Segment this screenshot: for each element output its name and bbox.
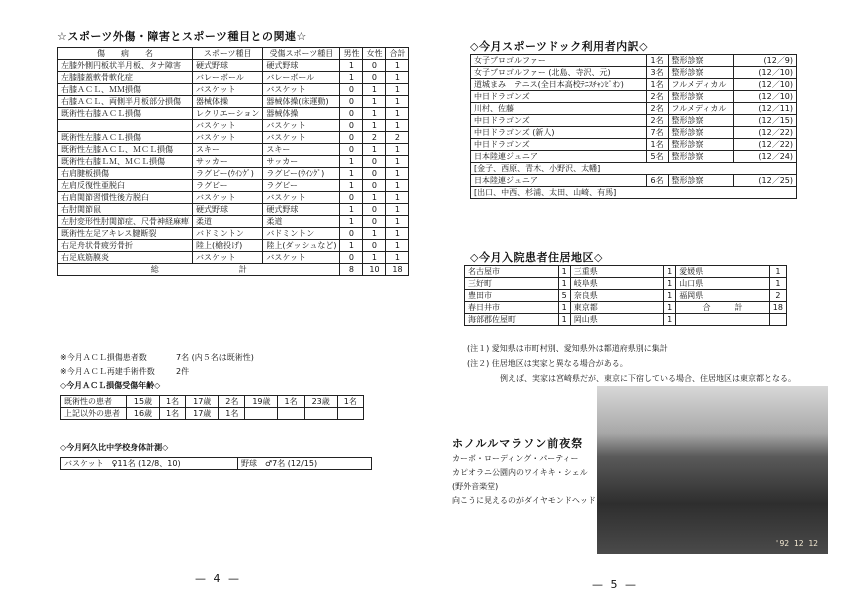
injury-cell: 柔道	[263, 216, 340, 228]
injury-cell: 0	[340, 192, 363, 204]
injury-cell: バレーボール	[193, 72, 263, 84]
injury-cell: ラグビー(ｳｲﾝｸﾞ)	[263, 168, 340, 180]
dock-cell: 川村、佐藤	[471, 103, 647, 115]
dock-row	[471, 151, 797, 163]
injury-cell: 0	[363, 156, 386, 168]
injury-cell: スキー	[193, 144, 263, 156]
injury-cell: 1	[386, 84, 409, 96]
acl-age-cell	[245, 408, 278, 420]
injury-row	[58, 228, 409, 240]
injury-cell: 硬式野球	[263, 60, 340, 72]
injury-table	[57, 47, 409, 276]
acl-age-cell: 1名	[278, 396, 304, 408]
dock-row	[471, 91, 797, 103]
injury-cell: 既術性右膝ＬＭ、ＭＣＬ損傷	[58, 156, 193, 168]
injury-cell: レクリエーション	[193, 108, 263, 120]
injury-cell: 0	[340, 120, 363, 132]
acl-age-cell: 17歳	[186, 408, 219, 420]
injury-cell: 1	[386, 144, 409, 156]
injury-cell: 1	[386, 168, 409, 180]
injury-row	[58, 144, 409, 156]
dock-cell: 整形診察	[668, 67, 734, 79]
dock-cell: 7名	[646, 127, 668, 139]
dock-cell: 中日ドラゴンズ	[471, 115, 647, 127]
injury-cell: 0	[340, 96, 363, 108]
injury-cell: ラグビー	[193, 180, 263, 192]
dock-cell: 2名	[646, 115, 668, 127]
residence-cell: 1	[558, 266, 570, 278]
acl-age-cell	[337, 408, 363, 420]
acl-surgery-label: ※今月ＡＣＬ再建手術件数	[60, 367, 155, 376]
injury-cell: 既術性左膝ＡＣＬ、ＭＣＬ損傷	[58, 144, 193, 156]
injury-cell: 1	[386, 60, 409, 72]
acl-age-table	[60, 395, 364, 420]
note-2: (注２) 住居地区は実家と異なる場合がある。	[467, 359, 628, 368]
residence-row	[465, 290, 787, 302]
dock-cell: 1名	[646, 79, 668, 91]
acl-count-value: 7名 (内５名は既術性)	[176, 353, 254, 362]
injury-header-cell: スポーツ種目	[193, 48, 263, 60]
injury-cell: 0	[340, 108, 363, 120]
injury-cell: 1	[340, 180, 363, 192]
injury-cell: 1	[386, 96, 409, 108]
injury-cell: 1	[363, 228, 386, 240]
injury-cell: バスケット	[263, 84, 340, 96]
acl-count-label: ※今月ＡＣＬ損傷患者数	[60, 353, 147, 362]
injury-cell: 1	[386, 204, 409, 216]
injury-header-cell: 男性	[340, 48, 363, 60]
injury-table-body	[58, 48, 409, 276]
injury-cell: 0	[340, 252, 363, 264]
residence-cell: 岐阜県	[570, 278, 663, 290]
injury-row	[58, 216, 409, 228]
page-number-left: — 4 —	[195, 572, 241, 585]
dock-cell: 中日ドラゴンズ	[471, 139, 647, 151]
residence-row	[465, 302, 787, 314]
dock-row	[471, 187, 797, 199]
injury-header-cell: 傷 病 名	[58, 48, 193, 60]
residence-cell: 1	[664, 290, 676, 302]
residence-table	[464, 265, 787, 326]
injury-cell: 1	[386, 108, 409, 120]
dock-cell: 日本陸連ジュニア	[471, 175, 647, 187]
dock-cell: (12／9)	[734, 55, 797, 67]
injury-cell: 1	[340, 72, 363, 84]
injury-row	[58, 108, 409, 120]
residence-cell: 愛媛県	[676, 266, 770, 278]
injury-cell: ラグビー(ｳｲﾝｸﾞ)	[193, 168, 263, 180]
residence-cell: 1	[558, 278, 570, 290]
acl-age-title: ◇今月ＡＣＬ損傷受傷年齢◇	[60, 381, 161, 390]
injury-cell: バドミントン	[193, 228, 263, 240]
injury-cell: 左膝膝蓋軟骨軟化症	[58, 72, 193, 84]
residence-cell: 山口県	[676, 278, 770, 290]
injury-cell: 1	[386, 252, 409, 264]
injury-total-label: 総 計	[58, 264, 340, 276]
injury-cell: 1	[386, 192, 409, 204]
injury-cell: 柔道	[193, 216, 263, 228]
injury-cell: バスケット	[263, 192, 340, 204]
dock-cell: 整形診察	[668, 115, 734, 127]
injury-cell: 0	[363, 180, 386, 192]
residence-cell: 福岡県	[676, 290, 770, 302]
injury-cell: 0	[363, 168, 386, 180]
injury-cell: 1	[386, 180, 409, 192]
injury-cell: 器械体操	[263, 108, 340, 120]
dock-member-names: [出口、中西、杉浦、太田、山崎、有馬]	[471, 187, 797, 199]
residence-row	[465, 278, 787, 290]
residence-row	[465, 266, 787, 278]
injury-cell: 1	[363, 96, 386, 108]
residence-cell: 1	[664, 314, 676, 326]
residence-table-body	[465, 266, 787, 326]
dock-row	[471, 79, 797, 91]
injury-cell: 1	[386, 156, 409, 168]
injury-cell: 既術性左膝ＡＣＬ損傷	[58, 132, 193, 144]
residence-cell: 海部郡佐屋町	[465, 314, 559, 326]
residence-cell: 1	[558, 314, 570, 326]
note-1: (注１) 愛知県は市町村別、愛知県外は都道府県別に集計	[467, 344, 668, 353]
residence-row	[465, 314, 787, 326]
school-table	[60, 457, 372, 470]
residence-cell: 豊田市	[465, 290, 559, 302]
dock-table	[470, 54, 797, 199]
injury-cell: 1	[363, 192, 386, 204]
school-title: ◇今月阿久比中学校身体計測◇	[60, 443, 169, 452]
injury-total-row	[58, 264, 409, 276]
photo-caption-3: (野外音楽堂)	[452, 482, 499, 491]
dock-cell: 道城まみ テニス(全日本高校ﾃﾆｽﾁｬﾝﾋﾟｵﾝ)	[471, 79, 647, 91]
photo-date-stamp: '92 12 12	[774, 539, 818, 548]
injury-total-sum: 18	[386, 264, 409, 276]
injury-row	[58, 168, 409, 180]
injury-cell: 器械体操	[193, 96, 263, 108]
injury-cell: 右足舟状骨疲労骨折	[58, 240, 193, 252]
injury-row	[58, 72, 409, 84]
injury-cell: バスケット	[193, 84, 263, 96]
acl-age-cell: 1名	[159, 396, 185, 408]
injury-cell: 右肩関節習慣性後方脱臼	[58, 192, 193, 204]
acl-age-cell: 1名	[219, 408, 245, 420]
injury-cell: 1	[363, 252, 386, 264]
acl-age-cell: 23歳	[304, 396, 337, 408]
dock-row	[471, 127, 797, 139]
photo-caption-1: カーボ・ローディング・パーティー	[452, 454, 579, 463]
acl-age-cell: 15歳	[127, 396, 160, 408]
residence-cell: 岡山県	[570, 314, 663, 326]
dock-cell: フルメディカル	[668, 103, 734, 115]
injury-cell: バスケット	[193, 120, 263, 132]
residence-cell: 東京都	[570, 302, 663, 314]
residence-cell: 18	[769, 302, 786, 314]
injury-header-cell: 女性	[363, 48, 386, 60]
residence-cell: 1	[664, 266, 676, 278]
dock-row	[471, 175, 797, 187]
injury-cell: 2	[363, 132, 386, 144]
injury-cell: 0	[340, 144, 363, 156]
dock-cell: 整形診察	[668, 139, 734, 151]
injury-cell: 1	[363, 144, 386, 156]
injury-cell: バスケット	[263, 252, 340, 264]
acl-age-label: 上記以外の患者	[61, 408, 127, 420]
residence-cell: 名古屋市	[465, 266, 559, 278]
injury-header-row	[58, 48, 409, 60]
injury-total-female: 10	[363, 264, 386, 276]
injury-cell	[58, 120, 193, 132]
injury-cell: 0	[363, 60, 386, 72]
residence-cell: 1	[558, 302, 570, 314]
injury-cell: 1	[340, 156, 363, 168]
dock-cell: 整形診察	[668, 127, 734, 139]
residence-cell: 5	[558, 290, 570, 302]
injury-cell: 1	[386, 240, 409, 252]
injury-cell: 1	[363, 108, 386, 120]
injury-total-male: 8	[340, 264, 363, 276]
dock-cell: 1名	[646, 139, 668, 151]
injury-row	[58, 180, 409, 192]
dock-row	[471, 163, 797, 175]
dock-cell: (12／10)	[734, 79, 797, 91]
injury-cell: バレーボール	[263, 72, 340, 84]
acl-age-table-body	[61, 396, 364, 420]
dock-cell: (12／10)	[734, 67, 797, 79]
injury-row	[58, 192, 409, 204]
injury-cell: 1	[340, 60, 363, 72]
injury-cell: 右肩腱板損傷	[58, 168, 193, 180]
injury-cell: 0	[363, 240, 386, 252]
dock-row	[471, 139, 797, 151]
marathon-photo	[597, 386, 828, 554]
injury-cell: 硬式野球	[263, 204, 340, 216]
injury-cell: 1	[386, 216, 409, 228]
acl-age-cell: 19歳	[245, 396, 278, 408]
residence-cell: 春日井市	[465, 302, 559, 314]
injury-cell: 0	[363, 204, 386, 216]
injury-cell: 1	[386, 228, 409, 240]
injury-cell: 陸上(槍投げ)	[193, 240, 263, 252]
injury-cell: 硬式野球	[193, 60, 263, 72]
injury-cell: 1	[386, 120, 409, 132]
dock-cell: (12／22)	[734, 127, 797, 139]
dock-cell: (12／22)	[734, 139, 797, 151]
residence-cell: 奈良県	[570, 290, 663, 302]
dock-cell: (12／11)	[734, 103, 797, 115]
injury-cell: 0	[363, 216, 386, 228]
injury-cell: 右肘関節鼠	[58, 204, 193, 216]
dock-row	[471, 103, 797, 115]
dock-row	[471, 67, 797, 79]
injury-cell: 0	[340, 84, 363, 96]
acl-age-row	[61, 408, 364, 420]
acl-age-cell: 16歳	[127, 408, 160, 420]
dock-cell: 女子プロゴルファー (北島、寺沢、元)	[471, 67, 647, 79]
injury-cell: 0	[363, 72, 386, 84]
injury-cell: 1	[340, 216, 363, 228]
injury-row	[58, 96, 409, 108]
dock-row	[471, 115, 797, 127]
dock-cell: 女子プロゴルファー	[471, 55, 647, 67]
photo-caption-4: 向こうに見えるのがダイヤモンドヘッド	[452, 496, 596, 505]
dock-cell: 整形診察	[668, 55, 734, 67]
dock-cell: 整形診察	[668, 151, 734, 163]
dock-cell: 2名	[646, 91, 668, 103]
injury-cell: 0	[340, 228, 363, 240]
injury-cell: 既術性左足アキレス腱断裂	[58, 228, 193, 240]
injury-cell: ラグビー	[263, 180, 340, 192]
injury-cell: バスケット	[193, 252, 263, 264]
residence-cell: 1	[769, 266, 786, 278]
dock-cell: 中日ドラゴンズ (新人)	[471, 127, 647, 139]
note-3: 例えば、実家は宮崎県だが、東京に下宿している場合、住居地区は東京都となる。	[500, 374, 796, 383]
injury-cell: スキー	[263, 144, 340, 156]
injury-row	[58, 120, 409, 132]
residence-cell: 三好町	[465, 278, 559, 290]
injury-row	[58, 156, 409, 168]
dock-cell: 整形診察	[668, 175, 734, 187]
dock-cell: 3名	[646, 67, 668, 79]
residence-cell: 1	[664, 278, 676, 290]
injury-cell: 左膝外側円板状半月板、タナ障害	[58, 60, 193, 72]
injury-cell: サッカー	[193, 156, 263, 168]
injury-cell: 2	[386, 132, 409, 144]
acl-age-cell: 2名	[219, 396, 245, 408]
injury-cell: 硬式野球	[193, 204, 263, 216]
residence-cell	[676, 314, 770, 326]
dock-cell: (12／15)	[734, 115, 797, 127]
dock-title: ◇今月スポーツドック利用者内訳◇	[470, 40, 649, 53]
injury-cell: 右膝ＡＣＬ、ＭＭ損傷	[58, 84, 193, 96]
injury-cell: 左肘変形性肘関節症、尺骨神経麻痺	[58, 216, 193, 228]
residence-cell: 1	[664, 302, 676, 314]
injury-cell: バスケット	[263, 120, 340, 132]
dock-cell: 整形診察	[668, 91, 734, 103]
injury-cell: 1	[363, 84, 386, 96]
dock-cell: 1名	[646, 55, 668, 67]
school-row	[61, 458, 372, 470]
injury-row	[58, 252, 409, 264]
injury-row	[58, 60, 409, 72]
injury-cell: 0	[340, 132, 363, 144]
injury-cell: 1	[386, 72, 409, 84]
dock-cell: 2名	[646, 103, 668, 115]
dock-cell: 中日ドラゴンズ	[471, 91, 647, 103]
acl-age-cell: 1名	[337, 396, 363, 408]
residence-cell: 三重県	[570, 266, 663, 278]
acl-age-cell	[278, 408, 304, 420]
residence-title: ◇今月入院患者住居地区◇	[470, 251, 603, 264]
photo-title: ホノルルマラソン前夜祭	[452, 437, 584, 450]
injury-cell: バドミントン	[263, 228, 340, 240]
injury-cell: バスケット	[263, 132, 340, 144]
residence-cell	[769, 314, 786, 326]
injury-cell: 器械体操(床運動)	[263, 96, 340, 108]
residence-cell: 2	[769, 290, 786, 302]
acl-age-cell	[304, 408, 337, 420]
injury-title: ☆スポーツ外傷・障害とスポーツ種目との関連☆	[57, 30, 307, 43]
injury-cell: 1	[363, 120, 386, 132]
injury-row	[58, 240, 409, 252]
dock-cell: 6名	[646, 175, 668, 187]
acl-age-label: 既術性の患者	[61, 396, 127, 408]
school-basketball: バスケット ♀11名 (12/8、10)	[61, 458, 238, 470]
residence-cell: 合 計	[676, 302, 770, 314]
school-baseball: 野球 ♂7名 (12/15)	[238, 458, 372, 470]
injury-cell: 1	[340, 240, 363, 252]
injury-cell: 既術性右膝ＡＣＬ損傷	[58, 108, 193, 120]
injury-cell: 右足底筋膜炎	[58, 252, 193, 264]
injury-header-cell: 合計	[386, 48, 409, 60]
injury-header-cell: 受傷スポーツ種目	[263, 48, 340, 60]
dock-cell: フルメディカル	[668, 79, 734, 91]
dock-cell: 5名	[646, 151, 668, 163]
injury-row	[58, 204, 409, 216]
injury-cell: 陸上(ダッシュなど)	[263, 240, 340, 252]
dock-row	[471, 55, 797, 67]
photo-caption-2: カピオラニ公園内のワイキキ・シェル	[452, 468, 588, 477]
injury-cell: バスケット	[193, 132, 263, 144]
dock-member-names: [金子、西原、青木、小野沢、太幡]	[471, 163, 797, 175]
dock-cell: (12／24)	[734, 151, 797, 163]
acl-age-cell: 1名	[159, 408, 185, 420]
injury-cell: バスケット	[193, 192, 263, 204]
injury-row	[58, 84, 409, 96]
dock-cell: 日本陸連ジュニア	[471, 151, 647, 163]
injury-cell: 右膝ＡＣＬ、両側半月板部分損傷	[58, 96, 193, 108]
residence-cell: 1	[769, 278, 786, 290]
injury-cell: サッカー	[263, 156, 340, 168]
injury-cell: 1	[340, 204, 363, 216]
acl-age-cell: 17歳	[186, 396, 219, 408]
dock-cell: (12／10)	[734, 91, 797, 103]
page-number-right: — 5 —	[592, 578, 638, 591]
acl-age-row	[61, 396, 364, 408]
injury-row	[58, 132, 409, 144]
dock-table-body	[471, 55, 797, 199]
dock-cell: (12／25)	[734, 175, 797, 187]
injury-cell: 左肩反復性亜脱臼	[58, 180, 193, 192]
acl-surgery-value: 2件	[176, 367, 190, 376]
injury-cell: 1	[340, 168, 363, 180]
